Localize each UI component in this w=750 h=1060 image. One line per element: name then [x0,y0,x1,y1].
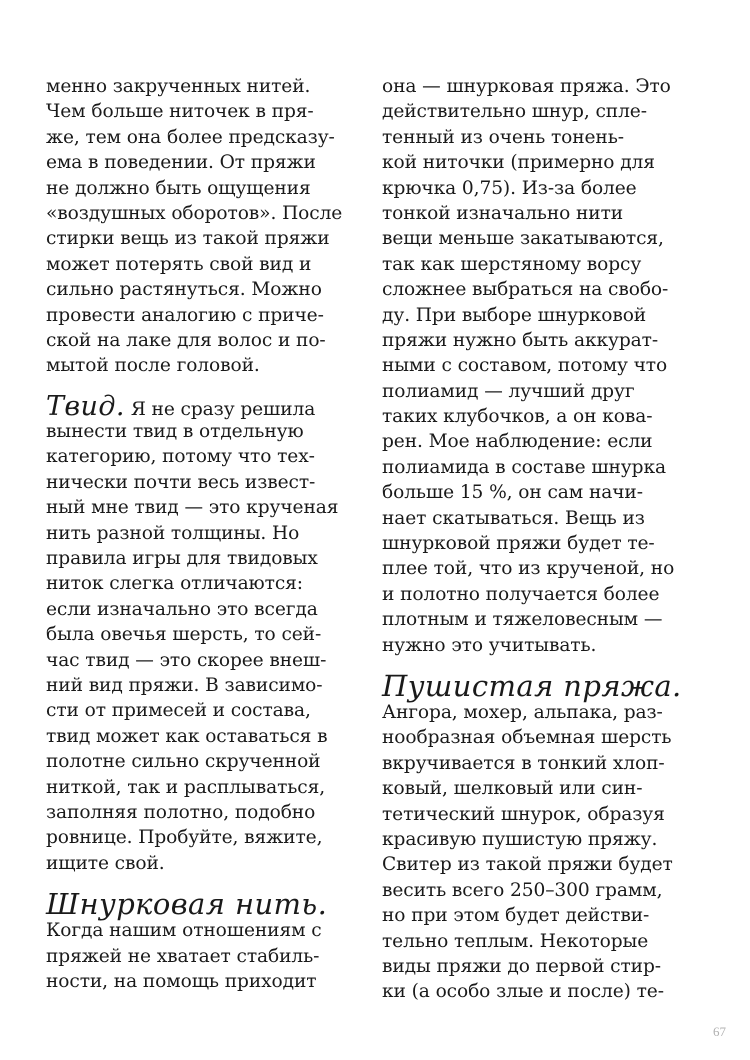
text-line: красивую пушистую пряжу. [382,828,658,850]
text-line: ниток слегка отличаются: [46,573,303,595]
cord-section [46,887,376,994]
text-line: ковый, шелковый или син- [382,778,643,800]
text-line: если изначально это всегда [46,598,318,620]
text-line: весить всего 250–300 грамм, [382,879,663,901]
text-line: вынести твид в отдельную [46,421,304,443]
text-line: заполняя полотно, подобно [46,801,316,823]
intro-paragraph [46,74,376,379]
text-line: нообразная объемная шерсть [382,727,672,749]
text-line: нить разной толщины. Но [46,522,300,544]
text-line: не должно быть ощущения [46,177,311,199]
text-line: вкручивается в тонкий хлоп- [382,752,665,774]
text-line: тенный из очень тонень- [382,126,624,148]
text-line: ности, на помощь приходит [46,970,317,992]
text-line: тонкой изначально нити [382,202,624,224]
text-line: она — шнурковая пряжа. Это [382,76,671,97]
text-line: но при этом будет действи- [382,905,650,927]
tweed-first-line [46,390,376,422]
text-line: и полотно получается более [382,583,660,605]
fluffy-section [382,668,712,1005]
text-line: Когда нашим отношениям с [46,920,322,942]
text-line: сложнее выбраться на свобо- [382,279,669,301]
text-line: рен. Мое наблюдение: если [382,431,653,453]
text-line: больше 15 %, он сам начи- [382,482,643,504]
text-line: тетический шнурок, образуя [382,803,665,825]
text-line: Ангора, мохер, альпака, раз- [382,701,663,723]
text-line: нически почти весь извест- [46,471,316,493]
page-number: 67 [713,1024,726,1039]
cord-continued-paragraph [382,74,712,658]
text-line: плее той, что из крученой, но [382,558,675,580]
text-line: кой ниточки (примерно для [382,152,655,174]
text-line: крючка 0,75). Из-за более [382,177,637,199]
text-line: ниткой, так и расплываться, [46,776,326,798]
text-line: же, тем она более предсказу- [46,126,335,148]
text-line: ской на лаке для волос и по- [46,329,326,351]
text-line: ема в поведении. От пряжи [46,152,316,174]
text-line: категорию, потому что тех- [46,446,315,468]
text-line: ищите свой. [46,852,165,874]
text-line: полиамида в составе шнурка [382,456,666,478]
tweed-heading: Твид. [46,390,125,422]
text-line: таких клубочков, а он кова- [382,406,653,428]
text-line: ки (а особо злые и после) те- [382,981,664,1003]
text-line: так как шерстяному ворсу [382,253,642,275]
text-line: ный мне твид — это крученая [46,497,339,519]
text-line: сильно растянуться. Можно [46,279,322,301]
text-line: может потерять свой вид и [46,253,312,275]
text-line: мытой после головой. [46,355,260,377]
text-line: нужно это учитывать. [382,634,597,656]
text-line: тельно теплым. Некоторые [382,930,649,952]
fluffy-heading: Пушистая пряжа. [382,668,682,703]
text-line: провести аналогию с приче- [46,304,324,326]
text-line: ными с составом, потому что [382,355,668,377]
text-line: полиамид — лучший друг [382,380,635,402]
text-line: действительно шнур, спле- [382,101,647,123]
text-line: «воздушных оборотов». После [46,202,343,224]
text-line: час твид — это скорее внеш- [46,649,327,671]
right-column [382,74,712,1005]
text-line: менно закрученных нитей. [46,76,311,97]
text-line: сти от примесей и состава, [46,700,311,722]
tweed-section [46,390,376,876]
text-line: ду. При выборе шнурковой [382,304,647,326]
text-line: ровнице. Пробуйте, вяжите, [46,827,323,849]
text-line: пряжи нужно быть аккурат- [382,329,659,351]
text-line: виды пряжи до первой стир- [382,955,661,977]
text-line: Свитер из такой пряжи будет [382,854,673,876]
text-line: пряжей не хватает стабиль- [46,945,320,967]
text-line: Я не сразу решила [130,398,316,420]
left-column [46,74,376,994]
text-line: полотне сильно скрученной [46,751,321,773]
text-line: Чем больше ниточек в пря- [46,101,314,123]
text-line: плотным и тяжеловесным — [382,609,663,631]
text-line: ний вид пряжи. В зависимо- [46,674,323,696]
text-line: была овечья шерсть, то сей- [46,624,322,646]
text-line: стирки вещь из такой пряжи [46,228,330,250]
text-line: нает скатываться. Вещь из [382,507,645,529]
cord-heading: Шнурковая нить. [46,887,328,922]
text-line: твид может как оставаться в [46,725,328,747]
text-line: вещи меньше закатываются, [382,228,664,250]
text-line: правила игры для твидовых [46,548,318,570]
text-line: шнурковой пряжи будет те- [382,533,655,555]
